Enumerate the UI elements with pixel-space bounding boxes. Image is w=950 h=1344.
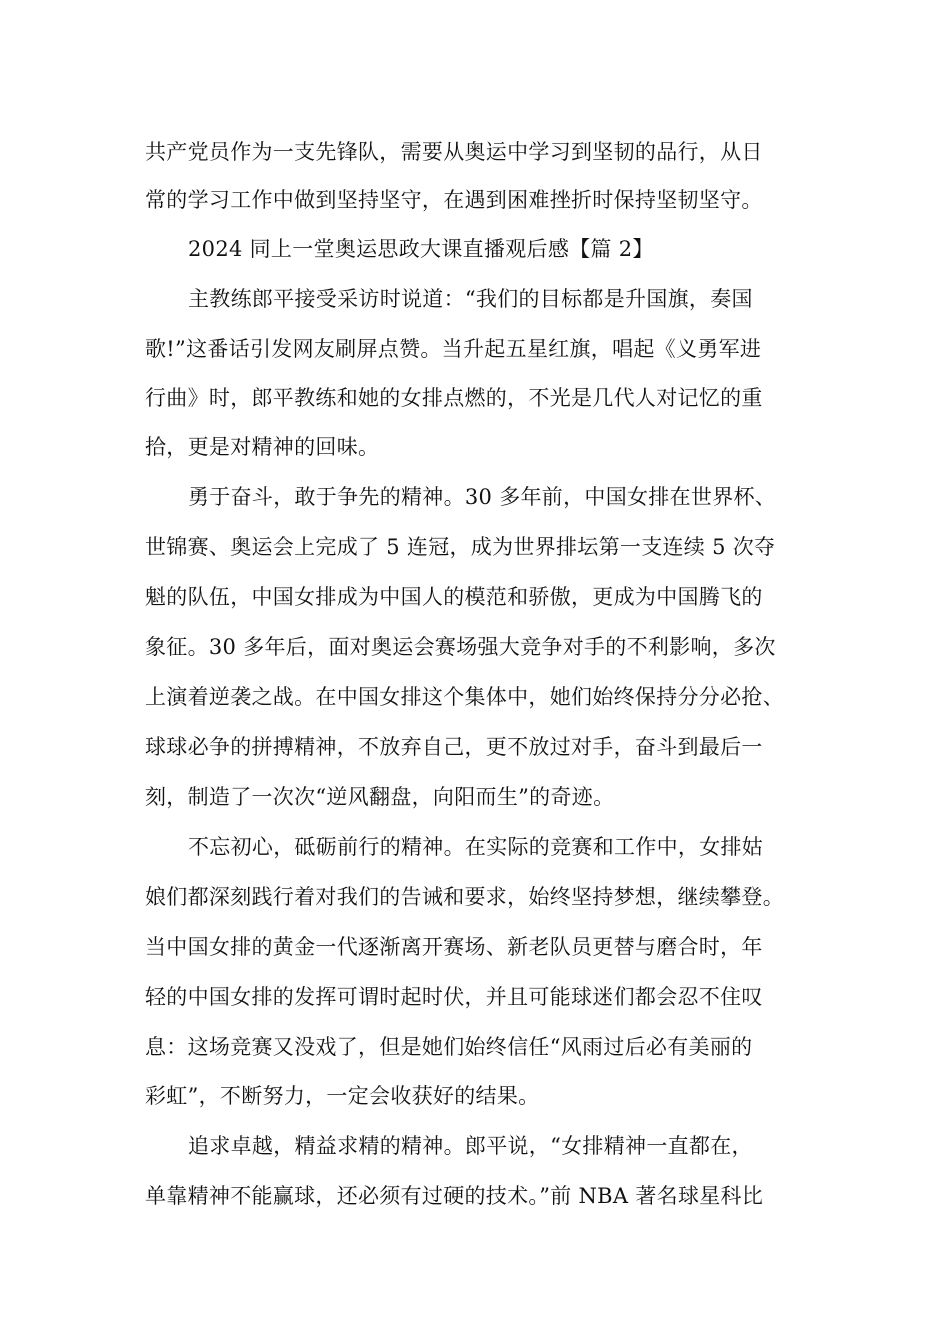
paragraph-struggle-line-2: 世锦赛、奥运会上完成了 5 连冠，成为世界排坛第一支连续 5 次夺 (145, 535, 776, 559)
paragraph-aspiration-line-5: 息：这场竞赛又没戏了，但是她们始终信任“风雨过后必有美丽的 (145, 1035, 753, 1059)
paragraph-continuation-line-2: 常的学习工作中做到坚持坚守，在遇到困难挫折时保持坚韧坚守。 (145, 188, 763, 212)
paragraph-coach-quote-line-1: 主教练郎平接受采访时说道：“我们的目标都是升国旗，奏国 (188, 287, 753, 311)
paragraph-struggle-line-3: 魁的队伍，中国女排成为中国人的模范和骄傲，更成为中国腾飞的 (145, 585, 763, 609)
paragraph-excellence-line-1: 追求卓越，精益求精的精神。郎平说，“女排精神一直都在， (188, 1134, 753, 1158)
paragraph-struggle-line-7: 刻，制造了一次次“逆风翻盘，向阳而生”的奇迹。 (145, 785, 615, 809)
paragraph-struggle-line-1: 勇于奋斗，敢于争先的精神。30 多年前，中国女排在世界杯、 (188, 485, 777, 509)
paragraph-aspiration-line-2: 娘们都深刻践行着对我们的告诫和要求，始终坚持梦想，继续攀登。 (145, 885, 784, 909)
paragraph-coach-quote-line-4: 拾，更是对精神的回味。 (145, 435, 380, 459)
paragraph-continuation-line-1: 共产党员作为一支先锋队，需要从奥运中学习到坚韧的品行，从日 (145, 140, 763, 164)
section-heading: 2024 同上一堂奥运思政大课直播观后感【篇 2】 (188, 237, 654, 261)
paragraph-aspiration-line-4: 轻的中国女排的发挥可谓时起时伏，并且可能球迷们都会忍不住叹 (145, 985, 763, 1009)
paragraph-struggle-line-5: 上演着逆袭之战。在中国女排这个集体中，她们始终保持分分必抢、 (145, 685, 784, 709)
paragraph-aspiration-line-3: 当中国女排的黄金一代逐渐离开赛场、新老队员更替与磨合时，年 (145, 935, 763, 959)
paragraph-aspiration-line-6: 彩虹”，不断努力，一定会收获好的结果。 (145, 1084, 540, 1108)
paragraph-coach-quote-line-3: 行曲》时，郎平教练和她的女排点燃的，不光是几代人对记忆的重 (145, 386, 763, 410)
paragraph-struggle-line-4: 象征。30 多年后，面对奥运会赛场强大竞争对手的不利影响，多次 (145, 635, 776, 659)
paragraph-excellence-line-2: 单靠精神不能赢球，还必须有过硬的技术。”前 NBA 著名球星科比 (145, 1184, 764, 1208)
paragraph-struggle-line-6: 球球必争的拼搏精神，不放弃自己，更不放过对手，奋斗到最后一 (145, 735, 763, 759)
paragraph-coach-quote-line-2: 歌!”这番话引发网友刷屏点赞。当升起五星红旗，唱起《义勇军进 (145, 337, 762, 361)
paragraph-aspiration-line-1: 不忘初心，砥砺前行的精神。在实际的竞赛和工作中，女排姑 (188, 835, 764, 859)
